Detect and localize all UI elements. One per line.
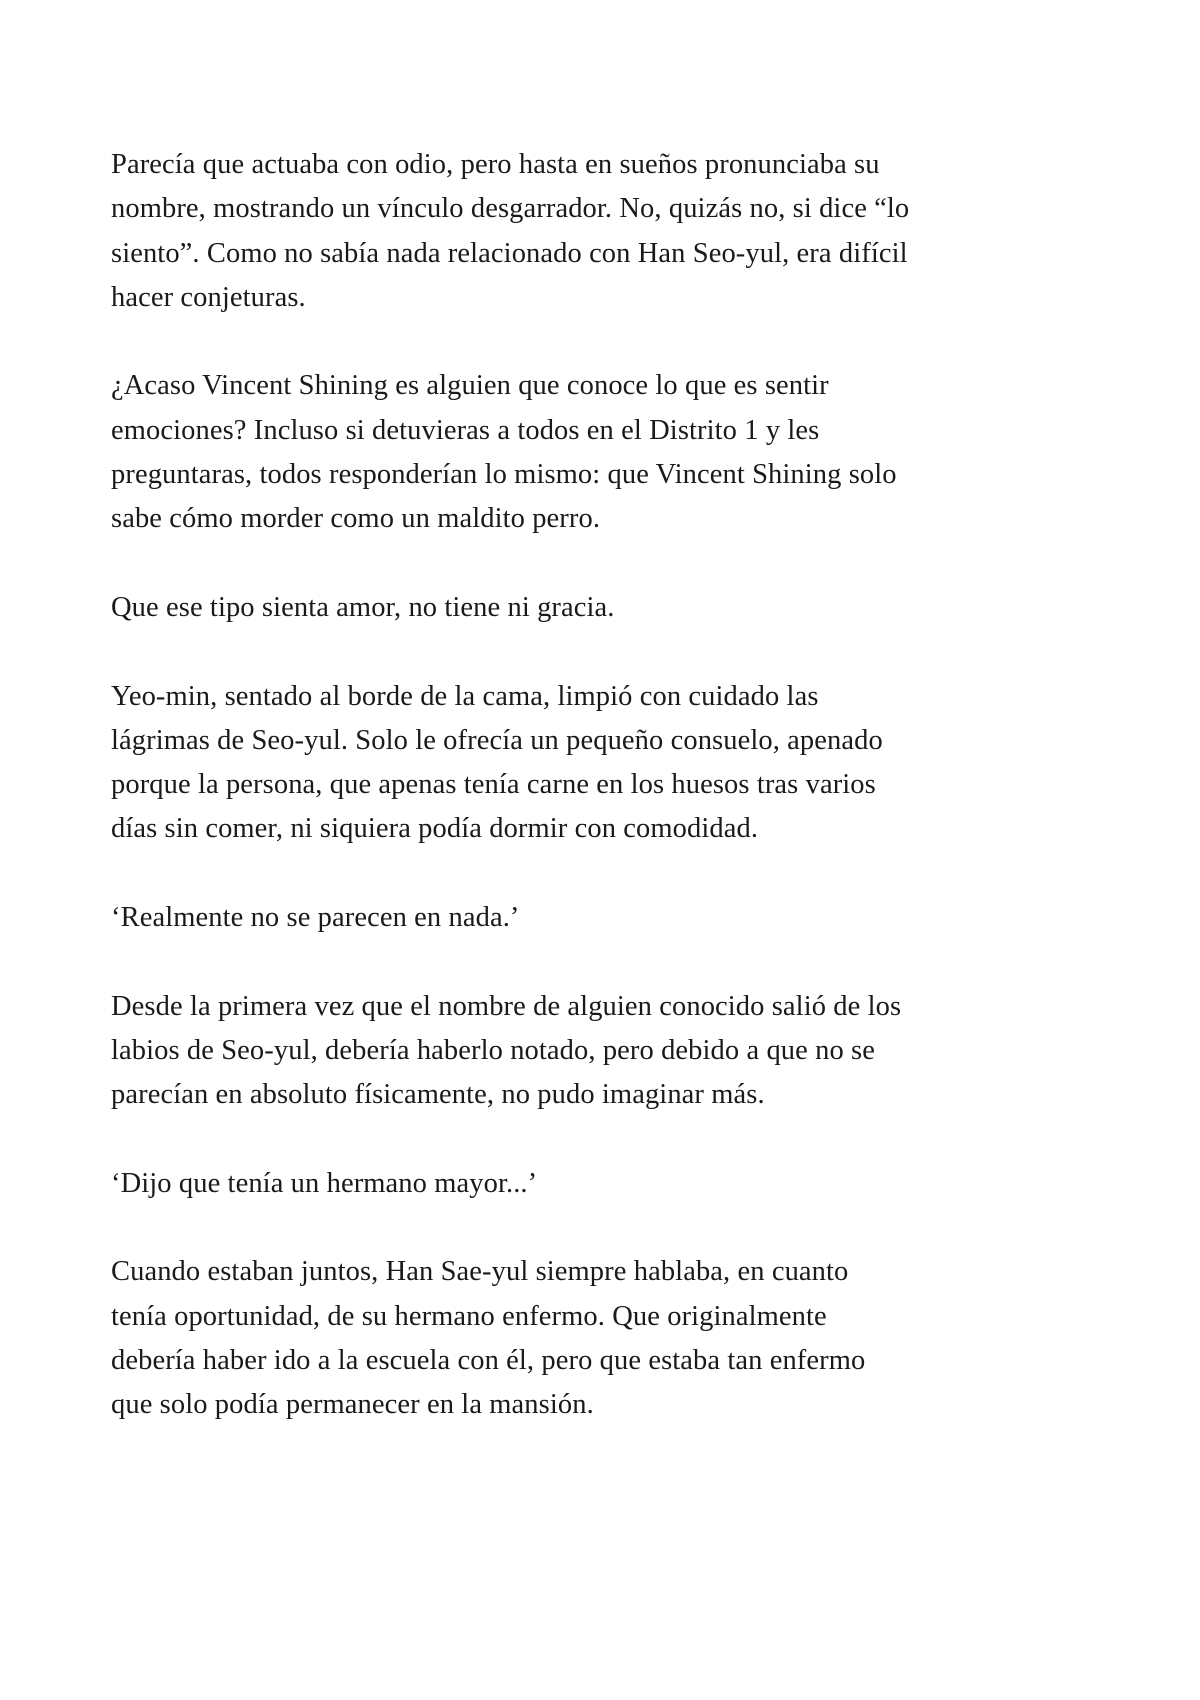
text-line: sabe cómo morder como un maldito perro. [111,503,601,535]
paragraph [111,364,1011,541]
text-line: tenía oportunidad, de su hermano enfermo. Que originalmente [111,1300,827,1332]
paragraph-thought [111,896,1011,940]
text-line: lágrimas de Seo-yul. Solo le ofrecía un pequeño consuelo, apenado [111,724,883,756]
text-line: parecían en absoluto físicamente, no pudo imaginar más. [111,1079,765,1111]
text-line: ‘Dijo que tenía un hermano mayor...’ [111,1167,538,1199]
text-line: días sin comer, ni siquiera podía dormir con comodidad. [111,813,759,845]
text-line: ¿Acaso Vincent Shining es alguien que conoce lo que es sentir [111,370,829,402]
paragraph-thought [111,1162,1011,1206]
text-line: que solo podía permanecer en la mansión. [111,1389,594,1421]
paragraph [111,985,1011,1118]
text-line: Yeo-min, sentado al borde de la cama, limpió con cuidado las [111,680,819,712]
text-line: porque la persona, que apenas tenía carne en los huesos tras varios [111,769,876,801]
text-line: labios de Seo-yul, debería haberlo notado, pero debido a que no se [111,1034,875,1066]
text-line: Desde la primera vez que el nombre de alguien conocido salió de los [111,990,902,1022]
text-line: Parecía que actuaba con odio, pero hasta en sueños pronunciaba su [111,149,880,180]
text-line: debería haber ido a la escuela con él, pero que estaba tan enfermo [111,1345,866,1377]
text-line: Cuando estaban juntos, Han Sae-yul siempre hablaba, en cuanto [111,1256,849,1288]
text-line: preguntaras, todos responderían lo mismo: que Vincent Shining solo [111,459,897,491]
paragraph [111,1250,1011,1427]
text-line: emociones? Incluso si detuvieras a todos en el Distrito 1 y les [111,414,820,446]
text-line: siento”. Como no sabía nada relacionado con Han Seo-yul, era difícil [111,237,908,269]
text-line: ‘Realmente no se parecen en nada.’ [111,902,520,934]
paragraph [111,143,1011,320]
text-line: Que ese tipo sienta amor, no tiene ni gracia. [111,591,615,623]
paragraph [111,675,1011,852]
document-body [111,143,1011,1472]
text-line: hacer conjeturas. [111,281,306,313]
paragraph [111,586,1011,630]
text-line: nombre, mostrando un vínculo desgarrador. No, quizás no, si dice “lo [111,193,910,225]
